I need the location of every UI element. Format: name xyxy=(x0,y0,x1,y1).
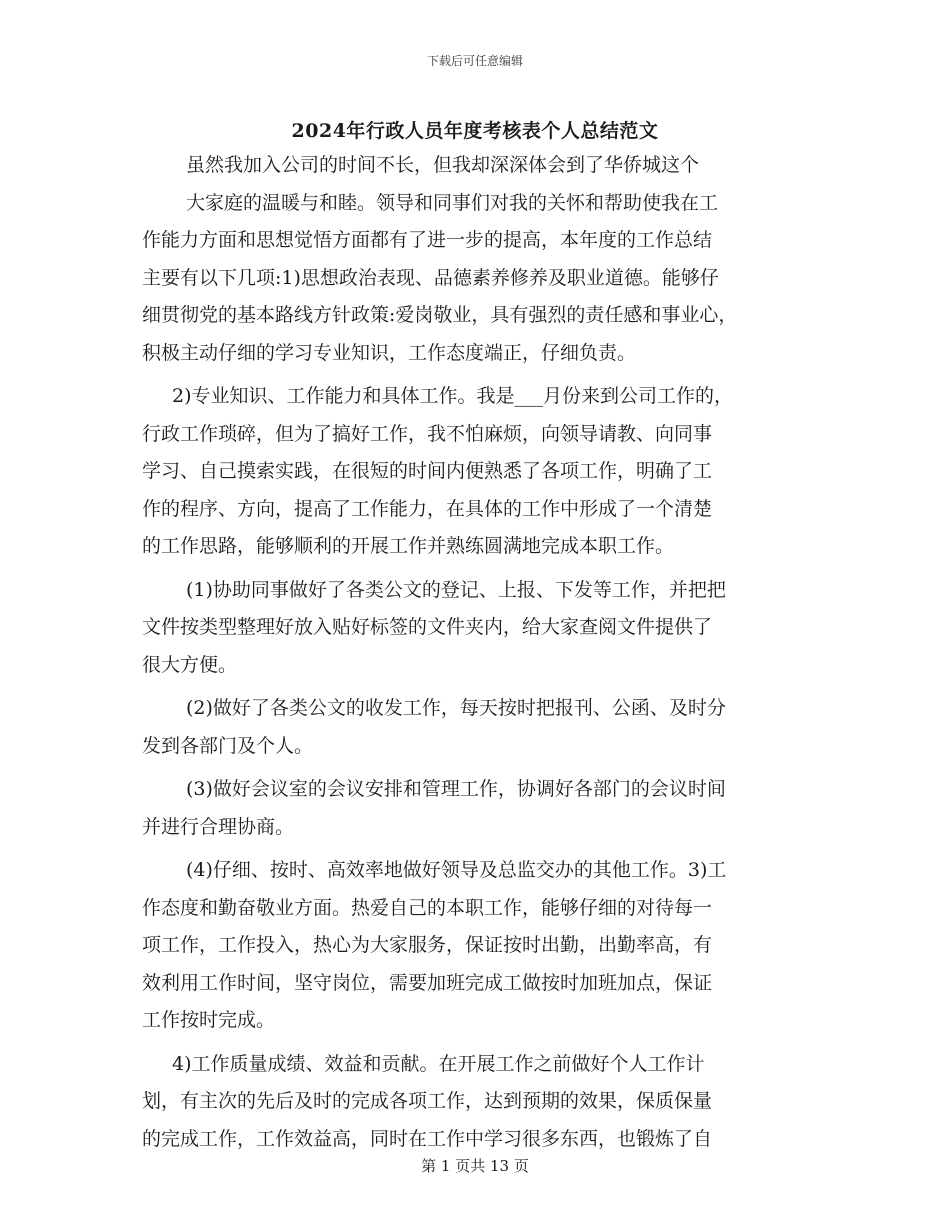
body-line: 效利用工作时间，坚守岗位，需要加班完成工做按时加班加点，保证 xyxy=(142,971,713,994)
body-line: (3)做好会议室的会议安排和管理工作，协调好各部门的会议时间 xyxy=(186,778,726,800)
body-line: 学习、自己摸索实践，在很短的时间内便熟悉了各项工作，明确了工 xyxy=(142,460,713,482)
body-line: 的完成工作，工作效益高，同时在工作中学习很多东西，也锻炼了自 xyxy=(142,1127,713,1150)
body-line: 积极主动仔细的学习专业知识，工作态度端正，仔细负责。 xyxy=(142,341,637,364)
body-line: 发到各部门及个人。 xyxy=(142,734,314,757)
body-line: 细贯彻党的基本路线方针政策:爱岗敬业，具有强烈的责任感和事业心， xyxy=(142,304,738,326)
body-line: 划，有主次的先后及时的完成各项工作，达到预期的效果，保质保量 xyxy=(142,1090,713,1112)
body-line: 很大方便。 xyxy=(142,653,238,676)
body-line: 大家庭的温暖与和睦。领导和同事们对我的关怀和帮助使我在工 xyxy=(186,191,719,214)
body-line: 文件按类型整理好放入贴好标签的文件夹内，给大家查阅文件提供了 xyxy=(142,616,713,638)
body-line: (2)做好了各类公文的收发工作，每天按时把报刊、公函、及时分 xyxy=(186,697,726,719)
body-line: 虽然我加入公司的时间不长，但我却深深体会到了华侨城这个 xyxy=(186,154,700,176)
page-footer: 第 1 页共 13 页 xyxy=(421,1157,529,1175)
body-line: 4)工作质量成绩、效益和贡献。在开展工作之前做好个人工作计 xyxy=(172,1052,705,1075)
body-line: 行政工作琐碎，但为了搞好工作，我不怕麻烦，向领导请教、向同事 xyxy=(142,422,713,445)
body-line: 2)专业知识、工作能力和具体工作。我是___月份来到公司工作的， xyxy=(172,385,734,407)
body-line: (4)仔细、按时、高效率地做好领导及总监交办的其他工作。3)工 xyxy=(186,859,727,881)
document-body xyxy=(142,147,822,1158)
document-title: 2024年行政人员年度考核表个人总结范文 xyxy=(291,120,659,142)
header-note: 下载后可任意编辑 xyxy=(426,54,523,68)
body-line: 作能力方面和思想觉悟方面都有了进一步的提高，本年度的工作总结 xyxy=(142,229,713,251)
body-line: 并进行合理协商。 xyxy=(142,815,295,838)
body-line: 项工作，工作投入，热心为大家服务，保证按时出勤，出勤率高，有 xyxy=(142,934,713,956)
body-line: 作态度和勤奋敬业方面。热爱自己的本职工作，能够仔细的对待每一 xyxy=(142,896,713,919)
body-line: 工作按时完成。 xyxy=(142,1009,276,1031)
body-line: 的工作思路，能够顺利的开展工作并熟练圆满地完成本职工作。 xyxy=(142,535,675,557)
body-line: 作的程序、方向，提高了工作能力，在具体的工作中形成了一个清楚 xyxy=(142,497,713,520)
body-line: 主要有以下几项:1)思想政治表现、品德素养修养及职业道德。能够仔 xyxy=(142,266,719,289)
body-line: (1)协助同事做好了各类公文的登记、上报、下发等工作，并把把 xyxy=(186,578,726,601)
